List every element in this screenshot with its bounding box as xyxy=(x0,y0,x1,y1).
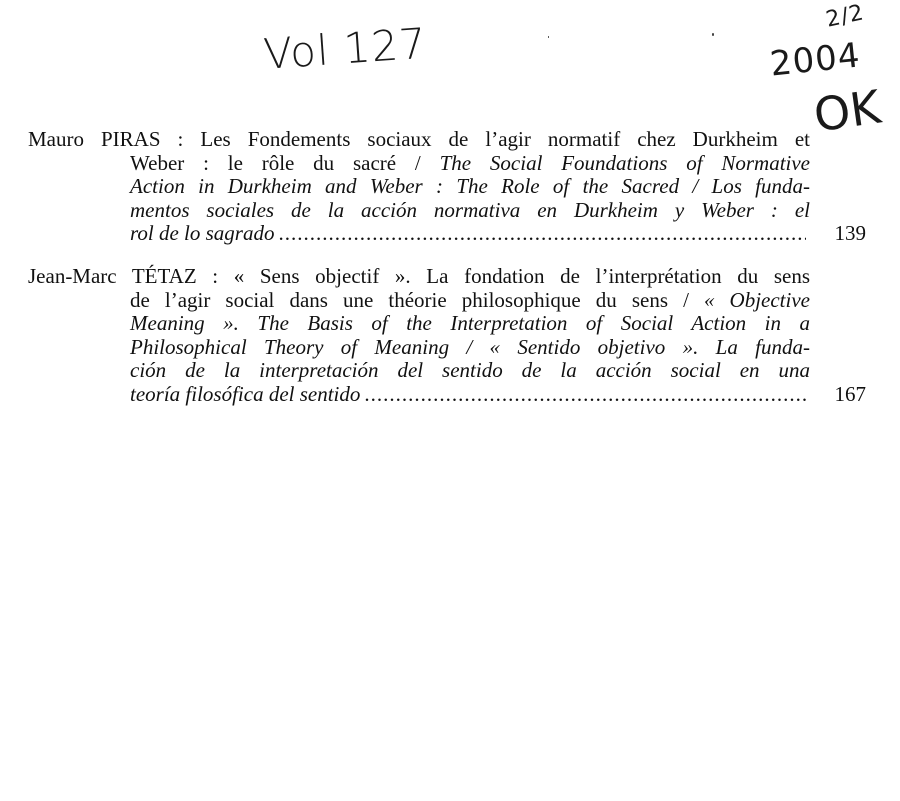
toc-entry-line xyxy=(28,265,810,289)
entry-title-italic: The Social Foundations of Normative xyxy=(439,150,811,175)
toc-entry-line: mentos sociales de la acción normativa en Durkheim y Weber : el xyxy=(130,197,810,222)
entry-title-italic: « Objective xyxy=(703,287,810,312)
dot-leader xyxy=(364,383,806,407)
handwritten-fraction-note: 2/2 xyxy=(823,0,867,33)
toc-leader-line xyxy=(28,222,868,246)
handwritten-year-note: 2004 xyxy=(768,35,863,85)
toc-entry-line: Action in Durkheim and Weber : The Role of the Sacred / Los funda- xyxy=(130,174,810,198)
toc-entry-line xyxy=(28,289,810,313)
entry-title: « Sens objectif ». La fondation de l’interprétation du sens xyxy=(218,264,810,288)
entry-title: Les Fondements sociaux de l’agir normatif chez Durkheim et xyxy=(183,127,810,151)
handwritten-volume-note: Vol 127 xyxy=(262,18,429,79)
entry-title-text: de l’agir social dans une théorie philosophique du sens / xyxy=(130,287,704,312)
toc-leader-line xyxy=(28,383,868,407)
toc-entry-line: ción de la interpretación del sentido de la acción social en una xyxy=(130,358,810,382)
toc-entry-line: Philosophical Theory of Meaning / « Sentido objetivo ». La funda- xyxy=(130,334,810,359)
scan-speck xyxy=(548,36,549,38)
entry-title-text: Weber : le rôle du sacré / xyxy=(130,150,440,175)
toc-entry-line: Meaning ». The Basis of the Interpretation of Social Action in a xyxy=(130,311,810,335)
dot-leader xyxy=(278,222,806,246)
author-name: Jean-Marc TÉTAZ : xyxy=(28,264,219,288)
page-number: 167 xyxy=(834,381,866,406)
page-number: 139 xyxy=(834,221,866,245)
toc-entry xyxy=(28,128,868,246)
toc-entry-line: teoría filosófica del sentido xyxy=(130,381,361,406)
handwritten-ok-mark: OK xyxy=(810,79,884,143)
toc-entry-line xyxy=(28,128,810,152)
toc-entry-line xyxy=(28,152,810,176)
scan-speck xyxy=(712,33,714,36)
toc-entry-line: rol de lo sagrado xyxy=(130,221,275,245)
toc-entry xyxy=(28,265,868,406)
author-name: Mauro PIRAS : xyxy=(28,127,184,151)
